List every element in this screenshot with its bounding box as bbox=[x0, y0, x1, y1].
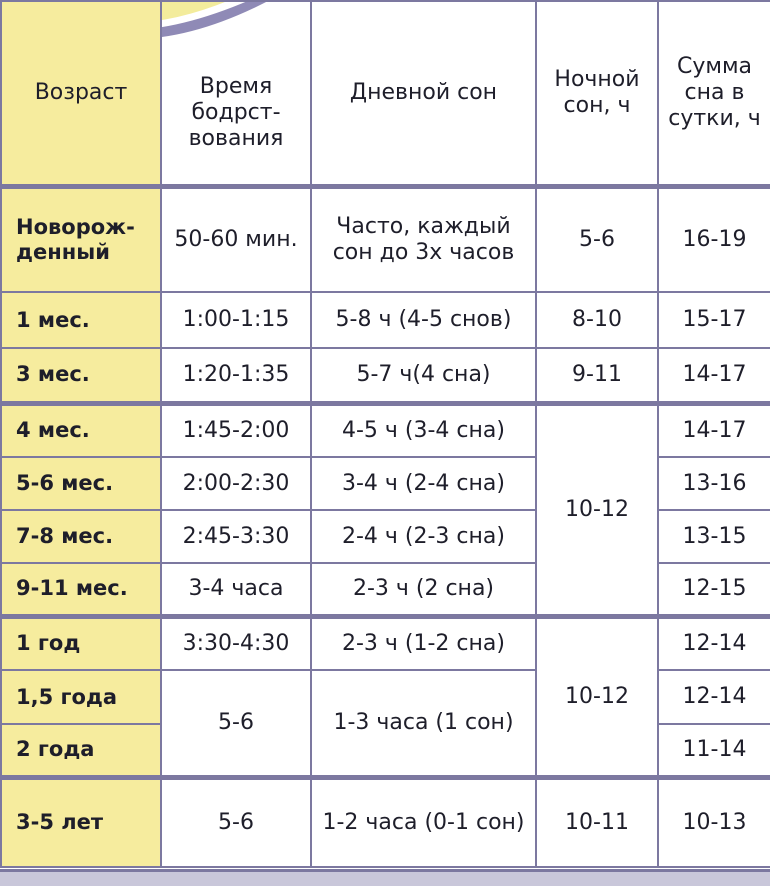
night-sleep-cell: 10-11 bbox=[536, 777, 658, 867]
day-sleep-cell: 5-8 ч (4-5 снов) bbox=[311, 292, 536, 348]
wake-cell: 50-60 мин. bbox=[161, 186, 311, 292]
day-sleep-cell: 2-4 ч (2-3 сна) bbox=[311, 510, 536, 563]
day-sleep-cell: 3-4 ч (2-4 сна) bbox=[311, 457, 536, 510]
day-sleep-cell: Часто, каждый сон до 3х часов bbox=[311, 186, 536, 292]
night-sleep-cell: 5-6 bbox=[536, 186, 658, 292]
table-row bbox=[1, 292, 770, 348]
total-sleep-cell: 14-17 bbox=[658, 348, 770, 403]
night-sleep-cell: 10-12 bbox=[536, 403, 658, 616]
age-cell: 7-8 мес. bbox=[1, 510, 161, 563]
table-row bbox=[1, 403, 770, 457]
header-wake-time: Время бодрст-вования bbox=[161, 1, 311, 186]
age-cell: 1 год bbox=[1, 616, 161, 670]
total-sleep-cell: 12-15 bbox=[658, 563, 770, 616]
total-sleep-cell: 13-16 bbox=[658, 457, 770, 510]
night-sleep-cell: 10-12 bbox=[536, 616, 658, 777]
total-sleep-cell: 12-14 bbox=[658, 670, 770, 724]
bottom-divider-bar bbox=[0, 869, 770, 886]
wake-cell: 5-6 bbox=[161, 670, 311, 777]
table-row bbox=[1, 616, 770, 670]
total-sleep-cell: 10-13 bbox=[658, 777, 770, 867]
day-sleep-cell: 2-3 ч (1-2 сна) bbox=[311, 616, 536, 670]
day-sleep-cell: 4-5 ч (3-4 сна) bbox=[311, 403, 536, 457]
wake-cell: 2:00-2:30 bbox=[161, 457, 311, 510]
day-sleep-cell: 2-3 ч (2 сна) bbox=[311, 563, 536, 616]
age-cell: Новорож-денный bbox=[1, 186, 161, 292]
total-sleep-cell: 14-17 bbox=[658, 403, 770, 457]
age-cell: 3-5 лет bbox=[1, 777, 161, 867]
wake-cell: 3:30-4:30 bbox=[161, 616, 311, 670]
total-sleep-cell: 16-19 bbox=[658, 186, 770, 292]
age-cell: 2 года bbox=[1, 724, 161, 777]
header-row bbox=[1, 1, 770, 186]
table-row bbox=[1, 777, 770, 867]
header-day-sleep: Дневной сон bbox=[311, 1, 536, 186]
day-sleep-cell: 1-2 часа (0-1 сон) bbox=[311, 777, 536, 867]
wake-cell: 5-6 bbox=[161, 777, 311, 867]
total-sleep-cell: 12-14 bbox=[658, 616, 770, 670]
wake-cell: 1:20-1:35 bbox=[161, 348, 311, 403]
header-total-sleep: Сумма сна в сутки, ч bbox=[658, 1, 770, 186]
age-cell: 9-11 мес. bbox=[1, 563, 161, 616]
day-sleep-cell: 1-3 часа (1 сон) bbox=[311, 670, 536, 777]
night-sleep-cell: 8-10 bbox=[536, 292, 658, 348]
wake-cell: 2:45-3:30 bbox=[161, 510, 311, 563]
header-age: Возраст bbox=[1, 1, 161, 186]
age-cell: 5-6 мес. bbox=[1, 457, 161, 510]
day-sleep-cell: 5-7 ч(4 сна) bbox=[311, 348, 536, 403]
total-sleep-cell: 15-17 bbox=[658, 292, 770, 348]
table-row bbox=[1, 186, 770, 292]
age-cell: 1,5 года bbox=[1, 670, 161, 724]
total-sleep-cell: 11-14 bbox=[658, 724, 770, 777]
night-sleep-cell: 9-11 bbox=[536, 348, 658, 403]
age-cell: 4 мес. bbox=[1, 403, 161, 457]
wake-cell: 1:45-2:00 bbox=[161, 403, 311, 457]
header-night-sleep: Ночной сон, ч bbox=[536, 1, 658, 186]
age-cell: 1 мес. bbox=[1, 292, 161, 348]
wake-cell: 3-4 часа bbox=[161, 563, 311, 616]
age-cell: 3 мес. bbox=[1, 348, 161, 403]
wake-cell: 1:00-1:15 bbox=[161, 292, 311, 348]
total-sleep-cell: 13-15 bbox=[658, 510, 770, 563]
table-row bbox=[1, 348, 770, 403]
